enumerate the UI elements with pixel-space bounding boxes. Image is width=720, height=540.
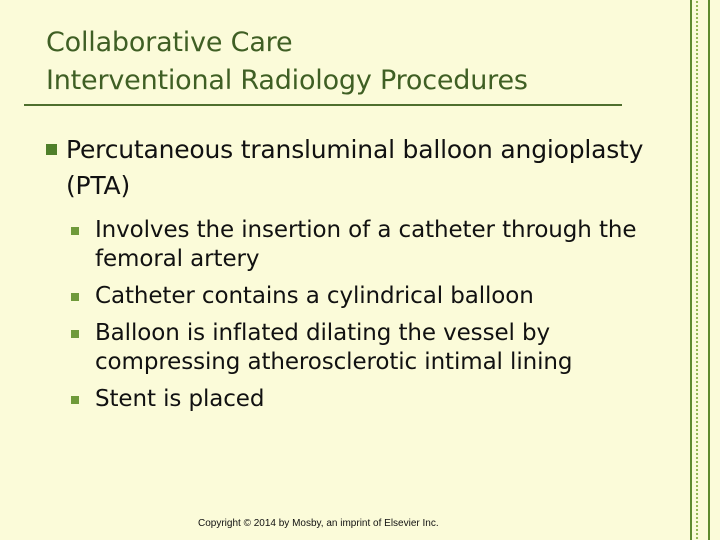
sub-bullet-item — [46, 385, 666, 414]
sub-bullet-text: Involves the insertion of a catheter through the femoral artery — [95, 217, 637, 272]
sub-bullet-item — [46, 216, 666, 274]
slide-title — [46, 24, 646, 100]
title-underline — [24, 104, 622, 106]
square-bullet-icon — [71, 396, 79, 404]
sub-bullet-item — [46, 319, 666, 377]
title-line-2: Interventional Radiology Procedures — [46, 65, 528, 96]
right-border-line-outer — [708, 0, 710, 540]
copyright-notice: Copyright © 2014 by Mosby, an imprint of Elsevier Inc. — [198, 518, 439, 529]
bullet-list — [46, 132, 666, 422]
square-bullet-icon — [46, 144, 57, 155]
bullet-text: Percutaneous transluminal balloon angioplasty (PTA) — [66, 135, 644, 200]
square-bullet-icon — [71, 293, 79, 301]
title-line-1: Collaborative Care — [46, 27, 293, 58]
right-border-line — [690, 0, 692, 540]
square-bullet-icon — [71, 227, 79, 235]
sub-bullet-text: Balloon is inflated dilating the vessel by compressing atherosclerotic intimal lining — [95, 320, 573, 375]
sub-bullet-item — [46, 282, 666, 311]
square-bullet-icon — [71, 330, 79, 338]
bullet-item — [46, 132, 666, 204]
sub-bullet-text: Stent is placed — [95, 386, 265, 412]
right-border-dots — [695, 0, 699, 540]
sub-bullet-text: Catheter contains a cylindrical balloon — [95, 283, 534, 309]
